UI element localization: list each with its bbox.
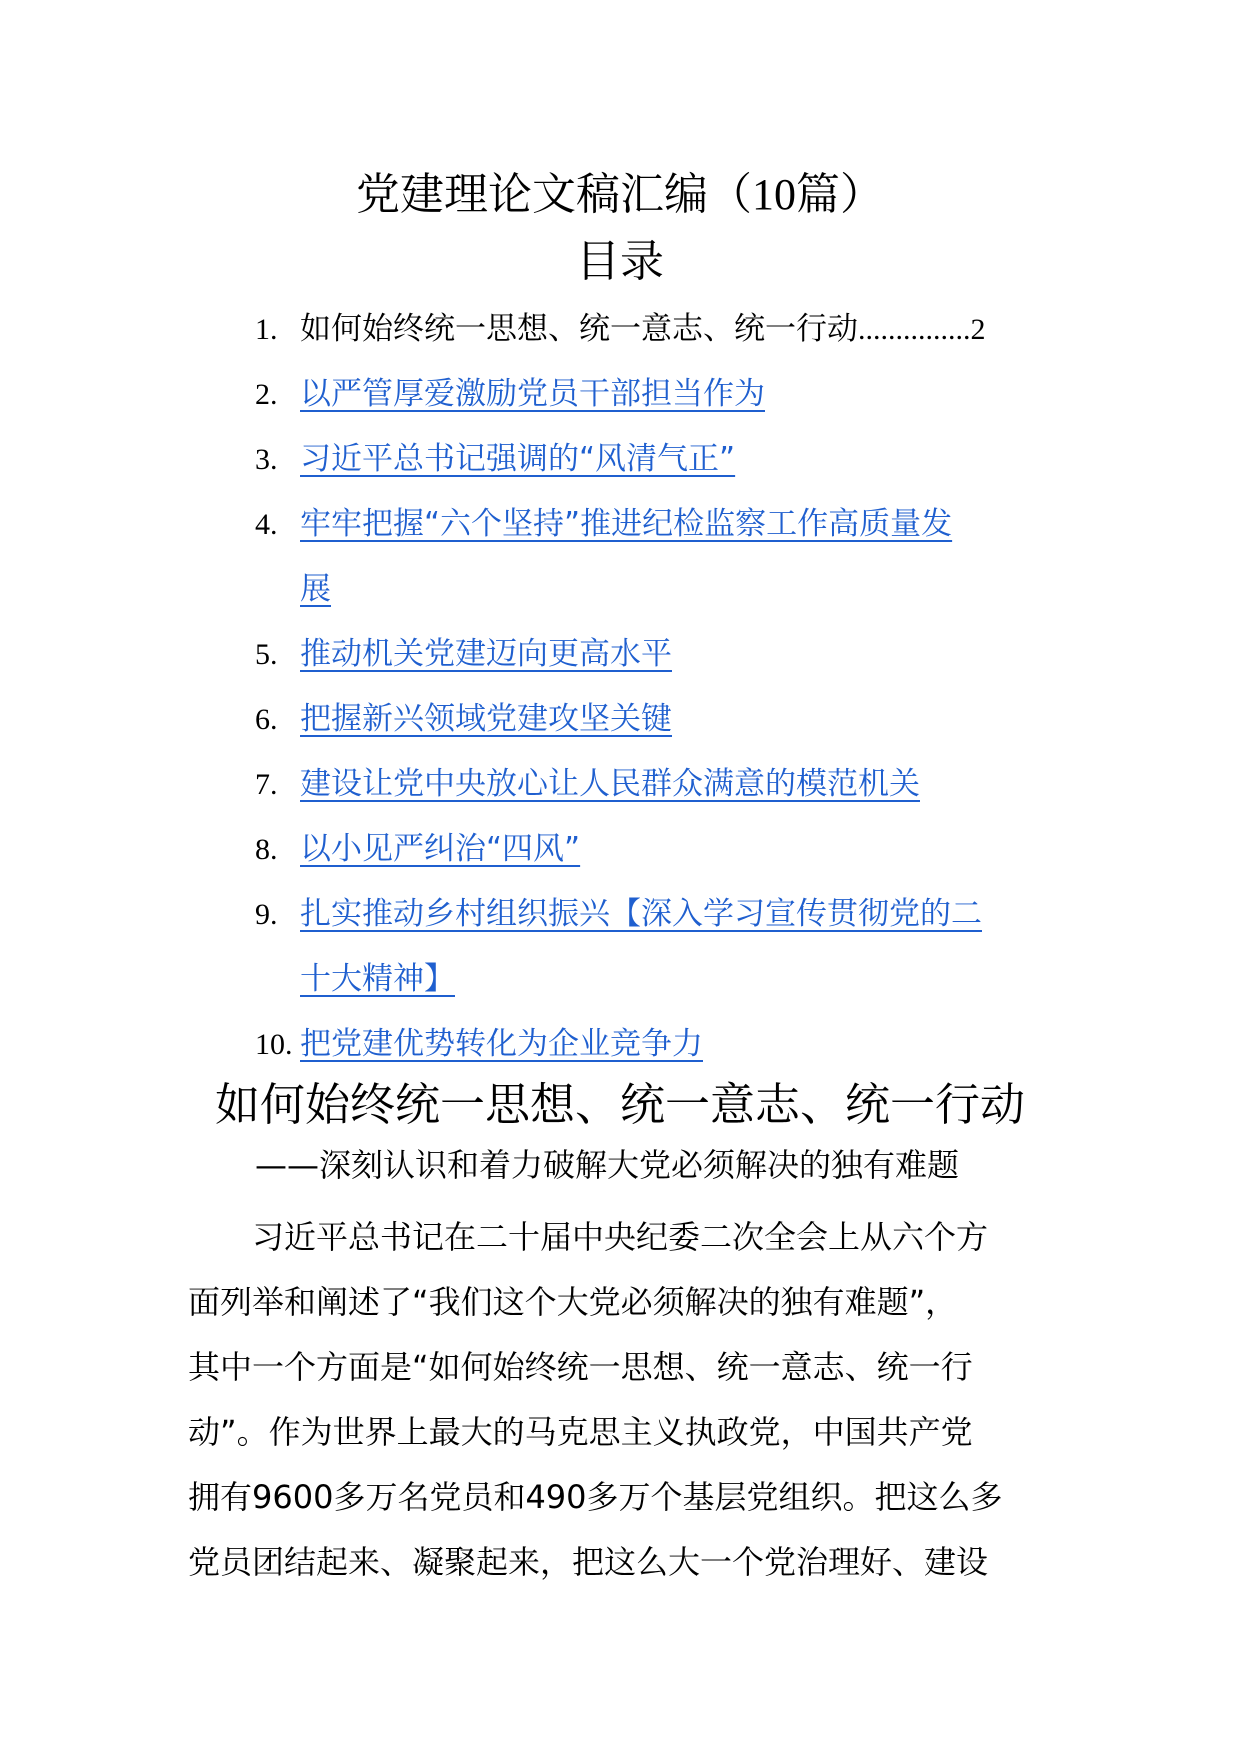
body-line: 面列举和阐述了“我们这个大党必须解决的独有难题”， [188, 1283, 958, 1321]
article-body [188, 1205, 1038, 1595]
toc-item-text[interactable]: 如何始终统一思想、统一意志、统一行动 [300, 311, 858, 347]
table-of-contents [255, 297, 1055, 1077]
toc-item-number: 4. [255, 508, 278, 541]
toc-item-number: 10. [255, 1028, 293, 1061]
body-line: 其中一个方面是“如何始终统一思想、统一意志、统一行 [188, 1348, 973, 1386]
toc-item-link[interactable]: 把党建优势转化为企业竞争力 [300, 1026, 703, 1062]
toc-item-number: 9. [255, 898, 278, 931]
toc-item-5[interactable] [255, 622, 1055, 687]
document-title-prefix: 党建理论文稿汇编（ [356, 169, 752, 220]
toc-item-1[interactable] [255, 297, 1055, 362]
body-line: 拥有9600多万名党员和490多万个基层党组织。把这么多 [188, 1478, 1003, 1516]
toc-item-number: 3. [255, 443, 278, 476]
toc-item-link[interactable]: 以小见严纠治“四风” [300, 831, 581, 867]
toc-item-10[interactable] [255, 1012, 1055, 1077]
toc-item-link[interactable]: 建设让党中央放心让人民群众满意的模范机关 [300, 766, 920, 802]
toc-item-number: 2. [255, 378, 278, 411]
toc-item-8[interactable] [255, 817, 1055, 882]
article-subtitle: ——深刻认识和着力破解大党必须解决的独有难题 [255, 1146, 960, 1184]
toc-item-number: 5. [255, 638, 278, 671]
toc-item-link[interactable]: 牢牢把握“六个坚持”推进纪检监察工作高质量发 [300, 506, 953, 542]
toc-item-link[interactable]: 扎实推动乡村组织振兴【深入学习宣传贯彻党的二 [300, 896, 982, 932]
body-line: 党员团结起来、凝聚起来，把这么大一个党治理好、建设 [188, 1543, 989, 1581]
toc-item-4[interactable] [255, 492, 1055, 622]
toc-item-link[interactable]: 习近平总书记强调的“风清气正” [300, 441, 736, 477]
toc-item-link[interactable]: 把握新兴领域党建攻坚关键 [300, 701, 672, 737]
toc-item-7[interactable] [255, 752, 1055, 817]
toc-item-link[interactable]: 以严管厚爱激励党员干部担当作为 [300, 376, 765, 412]
document-title-count: 10 [752, 170, 796, 219]
toc-item-link[interactable]: 推动机关党建迈向更高水平 [300, 636, 672, 672]
article-title: 如何始终统一思想、统一意志、统一行动 [214, 1078, 1025, 1131]
toc-heading: 目录 [576, 236, 664, 287]
toc-page-number: 2 [970, 313, 986, 346]
document-title [0, 165, 1240, 225]
toc-item-number: 7. [255, 768, 278, 801]
document-title-suffix: 篇） [796, 169, 884, 220]
toc-item-2[interactable] [255, 362, 1055, 427]
toc-leader-dots: ............... [858, 313, 971, 346]
toc-item-number: 6. [255, 703, 278, 736]
toc-item-link-continued[interactable]: 十大精神】 [300, 961, 455, 997]
body-line: 习近平总书记在二十届中央纪委二次全会上从六个方 [188, 1218, 989, 1256]
toc-item-9[interactable] [255, 882, 1055, 1012]
toc-item-number: 8. [255, 833, 278, 866]
toc-item-number: 1. [255, 313, 278, 346]
toc-item-link-continued[interactable]: 展 [300, 571, 331, 607]
toc-item-3[interactable] [255, 427, 1055, 492]
body-line: 动”。作为世界上最大的马克思主义执政党，中国共产党 [188, 1413, 973, 1451]
toc-item-6[interactable] [255, 687, 1055, 752]
